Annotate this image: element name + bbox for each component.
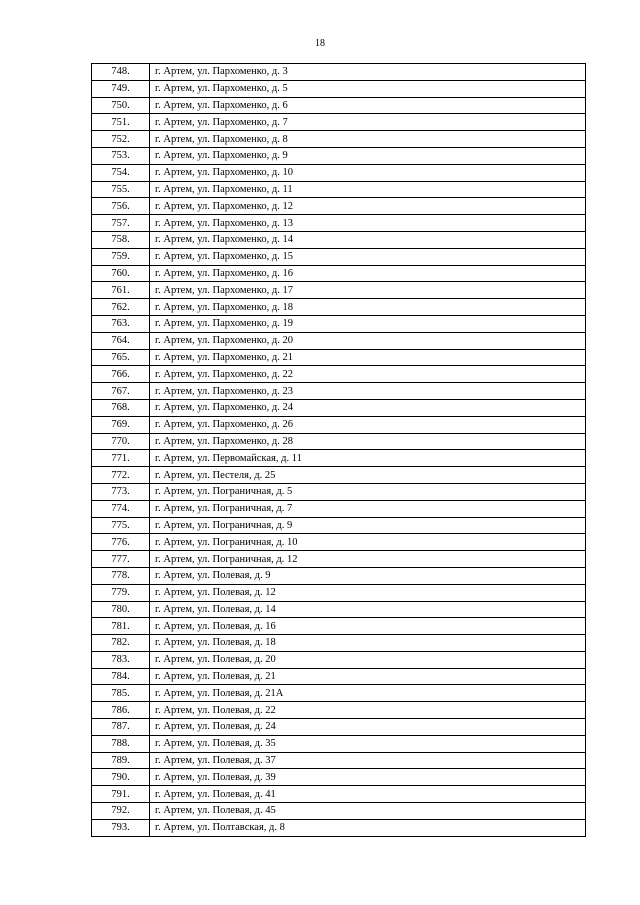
table-row xyxy=(92,215,586,232)
row-number-cell: 787. xyxy=(92,719,150,736)
row-number-cell: 751. xyxy=(92,114,150,131)
row-number-cell: 758. xyxy=(92,231,150,248)
table-row xyxy=(92,231,586,248)
table-row xyxy=(92,534,586,551)
row-number-cell: 778. xyxy=(92,567,150,584)
address-cell: г. Артем, ул. Полевая, д. 22 xyxy=(150,702,586,719)
address-cell: г. Артем, ул. Пархоменко, д. 10 xyxy=(150,164,586,181)
table-row xyxy=(92,685,586,702)
row-number-cell: 793. xyxy=(92,819,150,836)
address-cell: г. Артем, ул. Полевая, д. 21 xyxy=(150,668,586,685)
address-cell: г. Артем, ул. Пестеля, д. 25 xyxy=(150,467,586,484)
table-row xyxy=(92,601,586,618)
table-row xyxy=(92,315,586,332)
table-row xyxy=(92,248,586,265)
address-cell: г. Артем, ул. Полевая, д. 37 xyxy=(150,752,586,769)
address-cell: г. Артем, ул. Полевая, д. 9 xyxy=(150,567,586,584)
table-row xyxy=(92,786,586,803)
table-row xyxy=(92,416,586,433)
address-cell: г. Артем, ул. Пограничная, д. 7 xyxy=(150,500,586,517)
address-cell: г. Артем, ул. Пархоменко, д. 16 xyxy=(150,265,586,282)
table-row xyxy=(92,383,586,400)
address-cell: г. Артем, ул. Пархоменко, д. 8 xyxy=(150,131,586,148)
row-number-cell: 777. xyxy=(92,551,150,568)
address-cell: г. Артем, ул. Пархоменко, д. 17 xyxy=(150,282,586,299)
table-row xyxy=(92,299,586,316)
table-row xyxy=(92,803,586,820)
table-row xyxy=(92,349,586,366)
row-number-cell: 768. xyxy=(92,399,150,416)
table-row xyxy=(92,702,586,719)
table-row xyxy=(92,668,586,685)
address-cell: г. Артем, ул. Пархоменко, д. 5 xyxy=(150,80,586,97)
address-cell: г. Артем, ул. Полевая, д. 12 xyxy=(150,584,586,601)
address-cell: г. Артем, ул. Пограничная, д. 12 xyxy=(150,551,586,568)
row-number-cell: 792. xyxy=(92,803,150,820)
row-number-cell: 774. xyxy=(92,500,150,517)
address-cell: г. Артем, ул. Пархоменко, д. 6 xyxy=(150,97,586,114)
address-cell: г. Артем, ул. Полевая, д. 18 xyxy=(150,635,586,652)
table-row xyxy=(92,147,586,164)
row-number-cell: 765. xyxy=(92,349,150,366)
address-cell: г. Артем, ул. Пархоменко, д. 20 xyxy=(150,332,586,349)
table-row xyxy=(92,551,586,568)
address-cell: г. Артем, ул. Полевая, д. 14 xyxy=(150,601,586,618)
table-row xyxy=(92,719,586,736)
address-table xyxy=(91,63,586,837)
address-cell: г. Артем, ул. Полевая, д. 45 xyxy=(150,803,586,820)
row-number-cell: 760. xyxy=(92,265,150,282)
address-cell: г. Артем, ул. Пархоменко, д. 23 xyxy=(150,383,586,400)
row-number-cell: 755. xyxy=(92,181,150,198)
table-row xyxy=(92,450,586,467)
table-row xyxy=(92,500,586,517)
row-number-cell: 759. xyxy=(92,248,150,265)
row-number-cell: 750. xyxy=(92,97,150,114)
address-cell: г. Артем, ул. Полтавская, д. 8 xyxy=(150,819,586,836)
table-row xyxy=(92,366,586,383)
table-row xyxy=(92,584,586,601)
row-number-cell: 785. xyxy=(92,685,150,702)
address-cell: г. Артем, ул. Пархоменко, д. 26 xyxy=(150,416,586,433)
row-number-cell: 767. xyxy=(92,383,150,400)
table-row xyxy=(92,467,586,484)
row-number-cell: 754. xyxy=(92,164,150,181)
table-row xyxy=(92,198,586,215)
address-cell: г. Артем, ул. Пархоменко, д. 11 xyxy=(150,181,586,198)
address-cell: г. Артем, ул. Пархоменко, д. 14 xyxy=(150,231,586,248)
row-number-cell: 770. xyxy=(92,433,150,450)
address-cell: г. Артем, ул. Пархоменко, д. 19 xyxy=(150,315,586,332)
table-row xyxy=(92,517,586,534)
table-row xyxy=(92,399,586,416)
row-number-cell: 757. xyxy=(92,215,150,232)
row-number-cell: 783. xyxy=(92,651,150,668)
table-row xyxy=(92,131,586,148)
row-number-cell: 781. xyxy=(92,618,150,635)
address-cell: г. Артем, ул. Пограничная, д. 5 xyxy=(150,483,586,500)
row-number-cell: 780. xyxy=(92,601,150,618)
table-row xyxy=(92,618,586,635)
table-row xyxy=(92,651,586,668)
address-cell: г. Артем, ул. Пархоменко, д. 12 xyxy=(150,198,586,215)
address-cell: г. Артем, ул. Пархоменко, д. 21 xyxy=(150,349,586,366)
address-cell: г. Артем, ул. Первомайская, д. 11 xyxy=(150,450,586,467)
row-number-cell: 776. xyxy=(92,534,150,551)
table-row xyxy=(92,164,586,181)
address-cell: г. Артем, ул. Пархоменко, д. 15 xyxy=(150,248,586,265)
address-cell: г. Артем, ул. Полевая, д. 39 xyxy=(150,769,586,786)
row-number-cell: 762. xyxy=(92,299,150,316)
table-row xyxy=(92,635,586,652)
page-number: 18 xyxy=(315,38,325,49)
address-cell: г. Артем, ул. Пархоменко, д. 22 xyxy=(150,366,586,383)
table-row xyxy=(92,819,586,836)
table-row xyxy=(92,433,586,450)
row-number-cell: 756. xyxy=(92,198,150,215)
row-number-cell: 764. xyxy=(92,332,150,349)
row-number-cell: 763. xyxy=(92,315,150,332)
row-number-cell: 772. xyxy=(92,467,150,484)
row-number-cell: 752. xyxy=(92,131,150,148)
table-row xyxy=(92,483,586,500)
table-row xyxy=(92,567,586,584)
table-row xyxy=(92,282,586,299)
row-number-cell: 766. xyxy=(92,366,150,383)
address-cell: г. Артем, ул. Полевая, д. 16 xyxy=(150,618,586,635)
row-number-cell: 782. xyxy=(92,635,150,652)
row-number-cell: 779. xyxy=(92,584,150,601)
row-number-cell: 791. xyxy=(92,786,150,803)
address-cell: г. Артем, ул. Пархоменко, д. 28 xyxy=(150,433,586,450)
row-number-cell: 789. xyxy=(92,752,150,769)
address-cell: г. Артем, ул. Полевая, д. 35 xyxy=(150,735,586,752)
row-number-cell: 769. xyxy=(92,416,150,433)
address-cell: г. Артем, ул. Пограничная, д. 9 xyxy=(150,517,586,534)
address-cell: г. Артем, ул. Пархоменко, д. 3 xyxy=(150,64,586,81)
address-cell: г. Артем, ул. Полевая, д. 21А xyxy=(150,685,586,702)
table-row xyxy=(92,769,586,786)
row-number-cell: 771. xyxy=(92,450,150,467)
row-number-cell: 790. xyxy=(92,769,150,786)
row-number-cell: 753. xyxy=(92,147,150,164)
address-cell: г. Артем, ул. Полевая, д. 24 xyxy=(150,719,586,736)
row-number-cell: 786. xyxy=(92,702,150,719)
table-row xyxy=(92,64,586,81)
address-cell: г. Артем, ул. Пархоменко, д. 7 xyxy=(150,114,586,131)
table-row xyxy=(92,181,586,198)
table-row xyxy=(92,332,586,349)
table-row xyxy=(92,80,586,97)
row-number-cell: 761. xyxy=(92,282,150,299)
address-cell: г. Артем, ул. Пархоменко, д. 13 xyxy=(150,215,586,232)
address-cell: г. Артем, ул. Пограничная, д. 10 xyxy=(150,534,586,551)
row-number-cell: 773. xyxy=(92,483,150,500)
table-row xyxy=(92,752,586,769)
table-row xyxy=(92,97,586,114)
row-number-cell: 749. xyxy=(92,80,150,97)
address-table-body xyxy=(92,64,586,837)
row-number-cell: 788. xyxy=(92,735,150,752)
address-cell: г. Артем, ул. Пархоменко, д. 9 xyxy=(150,147,586,164)
address-cell: г. Артем, ул. Полевая, д. 41 xyxy=(150,786,586,803)
address-cell: г. Артем, ул. Полевая, д. 20 xyxy=(150,651,586,668)
address-cell: г. Артем, ул. Пархоменко, д. 18 xyxy=(150,299,586,316)
row-number-cell: 775. xyxy=(92,517,150,534)
row-number-cell: 748. xyxy=(92,64,150,81)
row-number-cell: 784. xyxy=(92,668,150,685)
table-row xyxy=(92,265,586,282)
table-row xyxy=(92,735,586,752)
address-cell: г. Артем, ул. Пархоменко, д. 24 xyxy=(150,399,586,416)
table-row xyxy=(92,114,586,131)
